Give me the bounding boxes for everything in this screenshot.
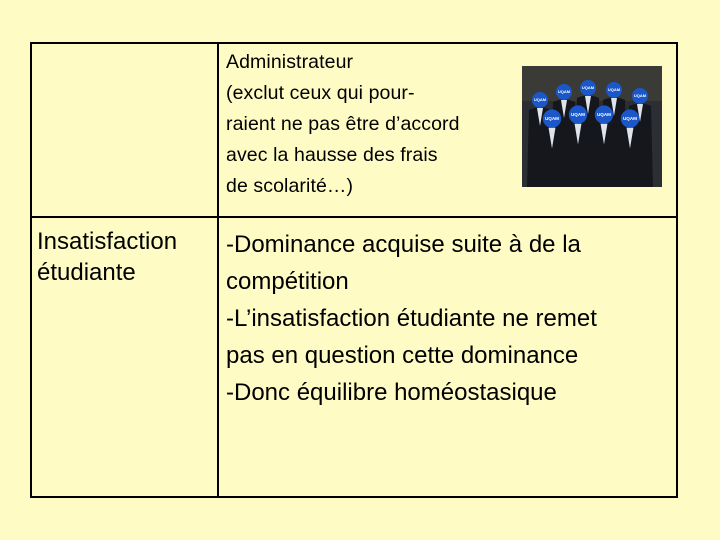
table-row-divider (30, 216, 678, 218)
administrators-photo (522, 66, 662, 187)
uqam-badge: UQAM (581, 85, 595, 90)
administrator-line: avec la hausse des frais (226, 144, 438, 166)
uqam-badge: UQAM (622, 115, 638, 121)
uqam-badge: UQAM (633, 93, 647, 98)
row-label-line: Insatisfaction (37, 228, 178, 255)
dominance-line: -Donc équilibre homéostasique (226, 379, 557, 406)
administrator-line: de scolarité…) (226, 175, 354, 197)
administrator-cell (226, 47, 516, 202)
administrator-line: raient ne pas être d’accord (226, 113, 460, 135)
dominance-line: compétition (226, 268, 349, 295)
row-label (37, 226, 177, 288)
uqam-badge: UQAM (570, 111, 586, 117)
dominance-line: -Dominance acquise suite à de la (226, 231, 581, 258)
dominance-line: -L’insatisfaction étudiante ne remet (226, 305, 597, 332)
dominance-line: pas en question cette dominance (226, 342, 579, 369)
uqam-badge: UQAM (607, 87, 621, 92)
administrator-line: (exclut ceux qui pour- (226, 82, 415, 104)
row-label-line: étudiante (37, 259, 136, 286)
uqam-badge: UQAM (557, 89, 571, 94)
table-column-divider (217, 42, 219, 498)
uqam-badge: UQAM (596, 111, 612, 117)
administrator-line: Administrateur (226, 51, 354, 73)
uqam-badge: UQAM (533, 97, 547, 102)
dominance-cell (226, 226, 597, 411)
uqam-badge: UQAM (544, 115, 560, 121)
